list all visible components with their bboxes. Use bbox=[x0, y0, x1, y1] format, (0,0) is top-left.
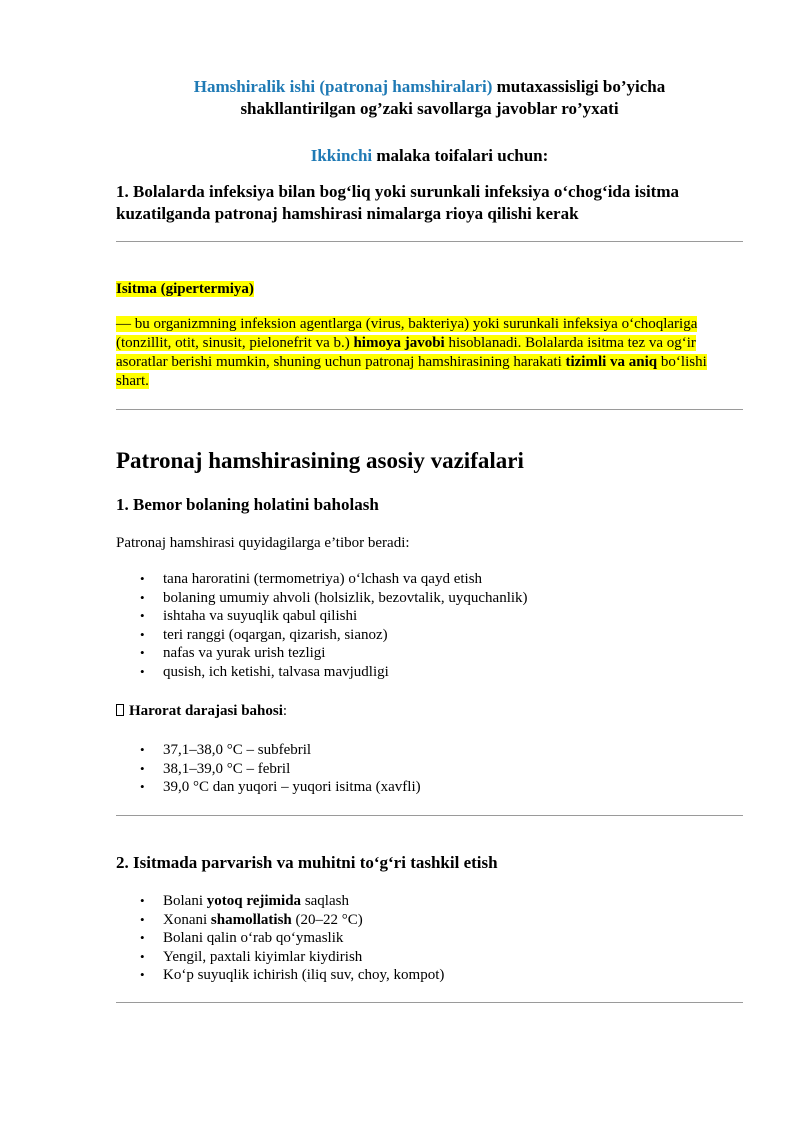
fever-text-part: bo‘lishi shart. bbox=[116, 354, 707, 389]
colon: : bbox=[282, 703, 288, 719]
list-item bbox=[116, 626, 528, 645]
list-item-text: ishtaha va suyuqlik qabul qilishi bbox=[163, 608, 358, 624]
list-item bbox=[116, 760, 421, 779]
bullet-icon: • bbox=[140, 779, 145, 794]
list-item bbox=[116, 570, 528, 589]
list-item bbox=[116, 948, 444, 967]
document-subtitle bbox=[116, 145, 743, 167]
subtitle-category: Ikkinchi bbox=[310, 146, 373, 165]
bullet-icon: • bbox=[140, 930, 145, 945]
bullet-icon: • bbox=[140, 608, 145, 623]
bullet-icon: • bbox=[140, 663, 145, 679]
list-item bbox=[116, 911, 444, 930]
list-item-text: Bolani qalin o‘rab qo‘ymaslik bbox=[163, 930, 344, 946]
title-line2: shakllantirilgan og’zaki savollarga javoblar ro’yxati bbox=[240, 99, 619, 118]
list-item bbox=[116, 929, 444, 948]
list-item bbox=[116, 644, 528, 663]
list-item-text: Ko‘p suyuqlik ichirish (iliq suv, choy, kompot) bbox=[163, 967, 445, 983]
bullet-icon: • bbox=[140, 571, 145, 586]
assessment-list bbox=[116, 570, 528, 681]
fever-definition-title-text: Isitma (gipertermiya) bbox=[116, 281, 254, 297]
list-item bbox=[116, 892, 444, 911]
fever-text-part: — bu organizmning infeksion agentlarga (virus, bakteriya) yoki surunkali infeksiya o‘choqlariga (tonzillit, otit, sinusit, pielonefrit va b.) bbox=[116, 316, 698, 351]
fever-definition-text bbox=[116, 315, 743, 391]
fever-text-bold: himoya javobi bbox=[353, 335, 445, 351]
section-1-heading: 1. Bemor bolaning holatini baholash bbox=[116, 495, 379, 514]
question-1 bbox=[116, 181, 743, 225]
question-1-line2: kuzatilganda patronaj hamshirasi nimalarga rioya qilishi kerak bbox=[116, 204, 579, 223]
care-list bbox=[116, 892, 444, 985]
divider bbox=[116, 241, 743, 242]
bullet-icon: • bbox=[140, 645, 145, 660]
bullet-icon: • bbox=[140, 948, 145, 964]
section-1-intro: Patronaj hamshirasi quyidagilarga e’tibor beradi: bbox=[116, 535, 410, 551]
list-item-text: qusish, ich ketishi, talvasa mavjudligi bbox=[163, 663, 389, 680]
list-item bbox=[116, 778, 421, 797]
list-item bbox=[116, 741, 421, 760]
list-item bbox=[116, 966, 444, 985]
list-item-text: Yengil, paxtali kiyimlar kiydirish bbox=[163, 948, 363, 965]
divider bbox=[116, 815, 743, 816]
list-item-text: tana haroratini (termometriya) o‘lchash va qayd etish bbox=[163, 571, 483, 587]
bullet-icon: • bbox=[140, 760, 145, 776]
divider bbox=[116, 1002, 743, 1003]
question-1-line1: 1. Bolalarda infeksiya bilan bog‘liq yoki surunkali infeksiya o‘chog‘ida isitma bbox=[116, 182, 680, 201]
list-item-text: saqlash bbox=[301, 893, 349, 909]
fever-definition-title bbox=[116, 279, 254, 299]
list-item-text: 38,1–39,0 °C – febril bbox=[163, 760, 291, 777]
list-item-text: nafas va yurak urish tezligi bbox=[163, 645, 326, 661]
temperature-assessment-label bbox=[116, 702, 287, 721]
list-item-text: 37,1–38,0 °C – subfebril bbox=[163, 742, 312, 758]
list-item-text: Bolani bbox=[163, 893, 207, 909]
fever-text-bold: tizimli va aniq bbox=[565, 354, 658, 370]
section-2-heading: 2. Isitmada parvarish va muhitni to‘g‘ri tashkil etish bbox=[116, 853, 498, 872]
bullet-icon: • bbox=[140, 967, 145, 982]
subtitle-rest: malaka toifalari uchun: bbox=[372, 146, 549, 165]
bullet-icon: • bbox=[140, 911, 145, 927]
list-item-text: (20–22 °C) bbox=[291, 911, 363, 928]
temperature-ranges-list bbox=[116, 741, 421, 797]
list-item-text: 39,0 °C dan yuqori – yuqori isitma (xavfli) bbox=[163, 779, 421, 795]
list-item-text: Xonani bbox=[163, 911, 211, 928]
bullet-icon: • bbox=[140, 589, 145, 605]
missing-glyph-icon bbox=[116, 704, 124, 716]
divider bbox=[116, 409, 743, 410]
list-item-bold: yotoq rejimida bbox=[206, 893, 302, 909]
title-specialty: Hamshiralik ishi (patronaj hamshiralari) bbox=[193, 77, 493, 96]
bullet-icon: • bbox=[140, 893, 145, 908]
list-item-text: teri ranggi (oqargan, qizarish, sianoz) bbox=[163, 626, 388, 643]
list-item-bold: shamollatish bbox=[210, 911, 292, 928]
document-title bbox=[116, 76, 743, 120]
list-item-text: bolaning umumiy ahvoli (holsizlik, bezovtalik, uyquchanlik) bbox=[163, 589, 528, 606]
temperature-assessment-title: Harorat darajasi bahosi bbox=[129, 703, 283, 719]
fever-text-part: hisoblanadi. Bolalarda isitma tez va og‘ir asoratlar berishi mumkin, shuning uchun patronaj hamshirasining harakati bbox=[116, 335, 696, 370]
list-item bbox=[116, 607, 528, 626]
list-item bbox=[116, 589, 528, 608]
list-item bbox=[116, 663, 528, 682]
bullet-icon: • bbox=[140, 742, 145, 757]
main-heading: Patronaj hamshirasining asosiy vazifalari bbox=[116, 448, 524, 473]
title-rest: mutaxassisligi bo’yicha bbox=[492, 77, 666, 96]
bullet-icon: • bbox=[140, 626, 145, 642]
